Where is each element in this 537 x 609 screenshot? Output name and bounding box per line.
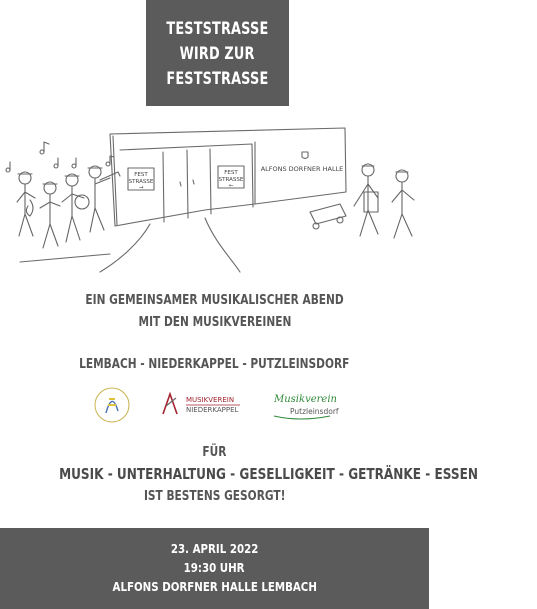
handcart-icon <box>310 204 346 224</box>
putzleinsdorf-logo <box>270 386 350 422</box>
title-banner <box>146 0 289 106</box>
event-date: 23. APRIL 2022 <box>170 542 259 557</box>
musicians-group <box>6 142 120 248</box>
door-sign-right-line2: STRASSE <box>218 177 244 183</box>
hall-sign-text: ALFONS DORFNER HALLE <box>260 165 344 173</box>
features-line <box>0 465 478 483</box>
door-sign-right-line1: FEST <box>224 170 238 176</box>
gesorgt-text: IST BESTENS GESORGT! <box>143 488 286 504</box>
subtitle-text-2: MIT DEN MUSIKVEREINEN <box>138 314 291 330</box>
putzleinsdorf-logo-line1: Musikverein <box>274 394 337 405</box>
villages-line <box>0 356 429 372</box>
title-line-3: FESTSTRASSE <box>166 68 269 88</box>
villages-text: LEMBACH - NIEDERKAPPEL - PUTZLEINSDORF <box>79 356 350 372</box>
door-sign-right-arrow: ← <box>228 183 234 189</box>
gesorgt-line <box>0 488 429 504</box>
festival-sketch-illustration <box>0 122 429 272</box>
subtitle-line-2 <box>0 312 429 332</box>
event-info-footer <box>0 528 429 609</box>
event-venue: ALFONS DORFNER HALLE LEMBACH <box>112 580 317 595</box>
subtitle-text-1: EIN GEMEINSAMER MUSIKALISCHER ABEND <box>85 292 344 308</box>
fuer-text: FÜR <box>202 444 227 460</box>
niederkappel-logo-line1: MUSIKVEREIN <box>186 396 235 404</box>
title-line-2: WIRD ZUR <box>179 43 256 63</box>
door-sign-left-line2: STRASSE <box>128 179 154 185</box>
door-sign-left-arrow: → <box>138 185 144 191</box>
niederkappel-logo-line2: NIEDERKAPPEL <box>186 406 239 414</box>
putzleinsdorf-logo-line2: Putzleinsdorf <box>290 407 339 416</box>
fuer-line <box>0 444 429 460</box>
people-group <box>310 164 414 238</box>
title-line-1: TESTSTRASSE <box>166 18 269 38</box>
features-text: MUSIK - UNTERHALTUNG - GESELLIGKEIT - GETRÄNKE - ESSEN <box>59 465 478 483</box>
hall-crest-icon <box>302 152 308 159</box>
subtitle-line-1 <box>0 290 429 310</box>
event-time: 19:30 UHR <box>184 561 245 576</box>
niederkappel-logo <box>160 386 244 422</box>
lembach-logo <box>92 385 132 425</box>
door-sign-left-line1: FEST <box>134 172 148 178</box>
